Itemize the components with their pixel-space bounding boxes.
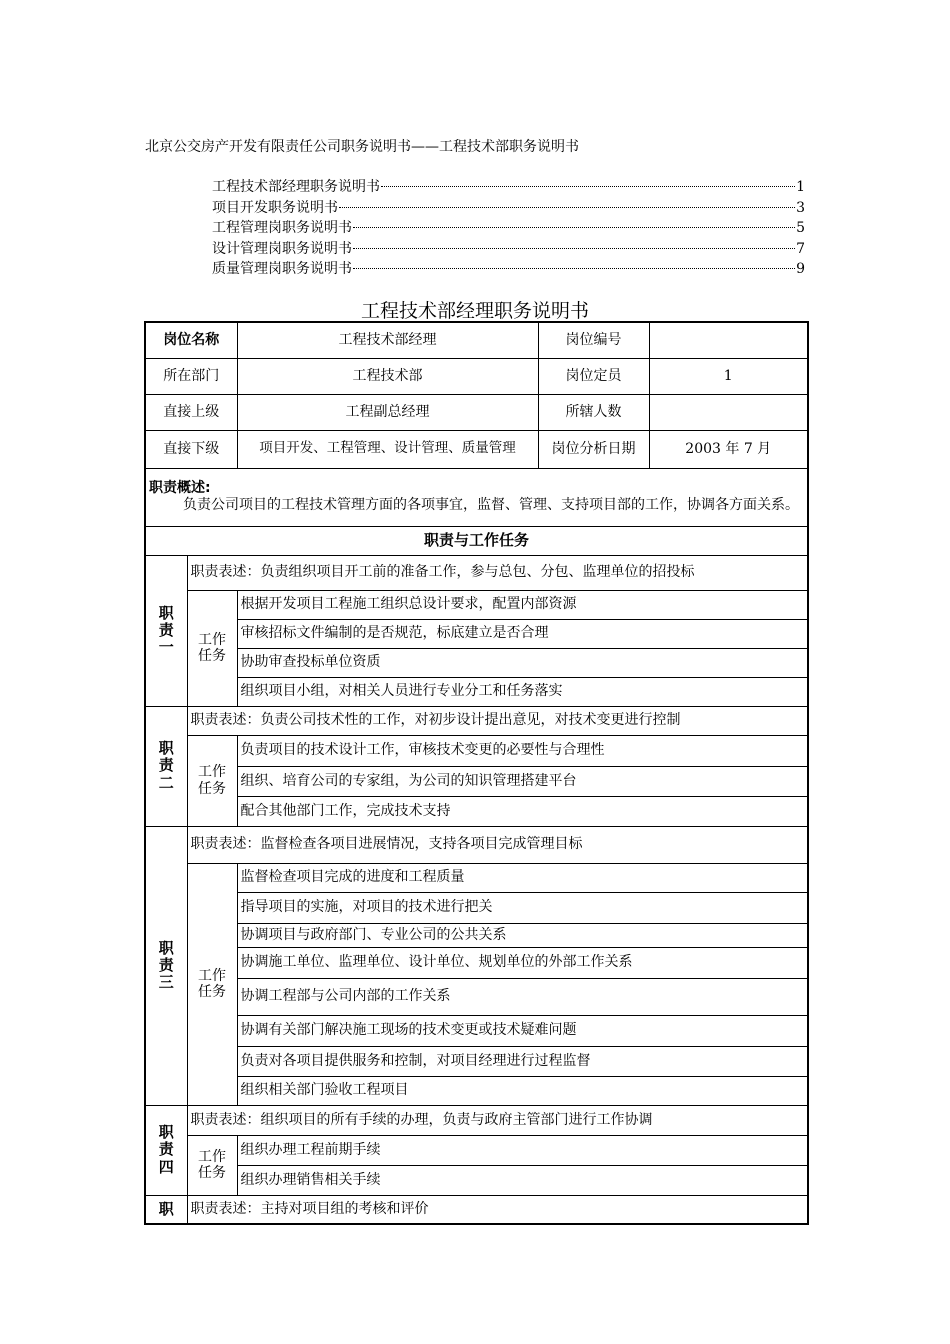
info-row — [145, 358, 808, 394]
toc-entry[interactable] — [212, 238, 805, 259]
task-row — [145, 1015, 808, 1046]
toc-page: 3 — [796, 199, 805, 216]
duty-label: 职 责 三 — [145, 826, 187, 1105]
duty-statement-row — [145, 1195, 808, 1224]
subordinates-count-value — [649, 394, 808, 430]
task-item: 组织办理工程前期手续 — [237, 1135, 808, 1165]
position-name-label: 岗位名称 — [145, 322, 237, 358]
toc-label: 设计管理岗职务说明书 — [212, 240, 352, 257]
toc-label: 项目开发职务说明书 — [212, 199, 338, 216]
toc-label: 工程技术部经理职务说明书 — [212, 179, 380, 195]
duty-statement: 职责表述：组织项目的所有手续的办理，负责与政府主管部门进行工作协调 — [187, 1105, 808, 1135]
duty-statement-row — [145, 826, 808, 863]
task-row — [145, 947, 808, 978]
task-row — [145, 892, 808, 923]
duty-statement-row — [145, 555, 808, 590]
duty-label: 职 责 二 — [145, 706, 187, 826]
task-label: 工作 任务 — [187, 863, 237, 1105]
toc-entry[interactable] — [212, 217, 805, 238]
task-item: 协调工程部与公司内部的工作关系 — [237, 978, 808, 1015]
task-row — [145, 863, 808, 892]
duty-statement-row — [145, 1105, 808, 1135]
task-row — [145, 766, 808, 796]
subordinates-count-label: 所辖人数 — [538, 394, 649, 430]
task-row — [145, 648, 808, 677]
task-item: 审核招标文件编制的是否规范，标底建立是否合理 — [237, 619, 808, 648]
task-item: 协助审查投标单位资质 — [237, 648, 808, 677]
duty-label: 职 责 一 — [145, 555, 187, 706]
task-item: 组织办理销售相关手续 — [237, 1165, 808, 1195]
duty-statement: 职责表述：负责组织项目开工前的准备工作，参与总包、分包、监理单位的招投标 — [187, 555, 808, 590]
task-row — [145, 619, 808, 648]
toc-page: 7 — [796, 240, 805, 257]
task-item: 监督检查项目完成的进度和工程质量 — [237, 863, 808, 892]
document-title: 北京公交房产开发有限责任公司职务说明书——工程技术部职务说明书 — [145, 139, 579, 155]
task-item: 协调施工单位、监理单位、设计单位、规划单位的外部工作关系 — [237, 947, 808, 978]
task-item: 组织相关部门验收工程项目 — [237, 1076, 808, 1105]
task-item: 配合其他部门工作，完成技术支持 — [237, 796, 808, 826]
task-item: 负责对各项目提供服务和控制，对项目经理进行过程监督 — [237, 1046, 808, 1076]
toc-entry[interactable] — [212, 197, 805, 218]
subordinate-value: 项目开发、工程管理、设计管理、质量管理 — [237, 430, 538, 468]
duty-statement-row — [145, 706, 808, 735]
position-name-value: 工程技术部经理 — [237, 322, 538, 358]
toc-entry[interactable] — [212, 258, 805, 279]
info-row — [145, 430, 808, 468]
task-row — [145, 1135, 808, 1165]
analysis-date-label: 岗位分析日期 — [538, 430, 649, 468]
duties-header: 职责与工作任务 — [145, 526, 808, 555]
task-row — [145, 978, 808, 1015]
task-row — [145, 1076, 808, 1105]
toc-page: 1 — [796, 179, 805, 195]
toc-page: 9 — [796, 261, 805, 277]
task-row — [145, 677, 808, 706]
task-item: 负责项目的技术设计工作，审核技术变更的必要性与合理性 — [237, 735, 808, 766]
toc-entry[interactable] — [212, 176, 805, 197]
toc-leader — [353, 248, 795, 249]
toc-leader — [381, 186, 795, 187]
subordinate-label: 直接下级 — [145, 430, 237, 468]
task-row — [145, 796, 808, 826]
duty-statement: 职责表述：主持对项目组的考核和评价 — [187, 1195, 808, 1224]
superior-value: 工程副总经理 — [237, 394, 538, 430]
department-value: 工程技术部 — [237, 358, 538, 394]
summary-cell — [145, 468, 808, 526]
duty-statement: 职责表述：监督检查各项目进展情况，支持各项目完成管理目标 — [187, 826, 808, 863]
task-row — [145, 735, 808, 766]
task-item: 组织、培育公司的专家组，为公司的知识管理搭建平台 — [237, 766, 808, 796]
task-label: 工作 任务 — [187, 1135, 237, 1195]
duties-header-row — [145, 526, 808, 555]
table-of-contents — [212, 176, 805, 279]
task-item: 指导项目的实施，对项目的技术进行把关 — [237, 892, 808, 923]
task-label: 工作 任务 — [187, 590, 237, 706]
toc-page: 5 — [796, 220, 805, 236]
info-row — [145, 322, 808, 358]
toc-label: 质量管理岗职务说明书 — [212, 261, 352, 277]
headcount-label: 岗位定员 — [538, 358, 649, 394]
task-item: 协调有关部门解决施工现场的技术变更或技术疑难问题 — [237, 1015, 808, 1046]
summary-body: 负责公司项目的工程技术管理方面的各项事宜，监督、管理、支持项目部的工作，协调各方面关系。 — [183, 496, 799, 513]
task-row — [145, 1165, 808, 1195]
duty-label: 职 — [145, 1195, 187, 1224]
position-no-label: 岗位编号 — [538, 322, 649, 358]
toc-leader — [353, 227, 795, 228]
task-row — [145, 590, 808, 619]
task-label: 工作 任务 — [187, 735, 237, 826]
job-description-table — [144, 321, 809, 1225]
analysis-date-value: 2003 年 7 月 — [649, 430, 808, 468]
task-item: 组织项目小组，对相关人员进行专业分工和任务落实 — [237, 677, 808, 706]
position-no-value — [649, 322, 808, 358]
summary-row — [145, 468, 808, 526]
toc-leader — [353, 268, 795, 269]
summary-title: 职责概述: — [149, 479, 211, 496]
task-item: 根据开发项目工程施工组织总设计要求，配置内部资源 — [237, 590, 808, 619]
superior-label: 直接上级 — [145, 394, 237, 430]
info-row — [145, 394, 808, 430]
duty-label: 职 责 四 — [145, 1105, 187, 1195]
task-row — [145, 923, 808, 947]
toc-leader — [339, 207, 795, 208]
task-row — [145, 1046, 808, 1076]
section-title: 工程技术部经理职务说明书 — [360, 300, 589, 322]
duty-statement: 职责表述：负责公司技术性的工作，对初步设计提出意见，对技术变更进行控制 — [187, 706, 808, 735]
department-label: 所在部门 — [145, 358, 237, 394]
headcount-value: 1 — [649, 358, 808, 394]
task-item: 协调项目与政府部门、专业公司的公共关系 — [237, 923, 808, 947]
toc-label: 工程管理岗职务说明书 — [212, 220, 352, 236]
